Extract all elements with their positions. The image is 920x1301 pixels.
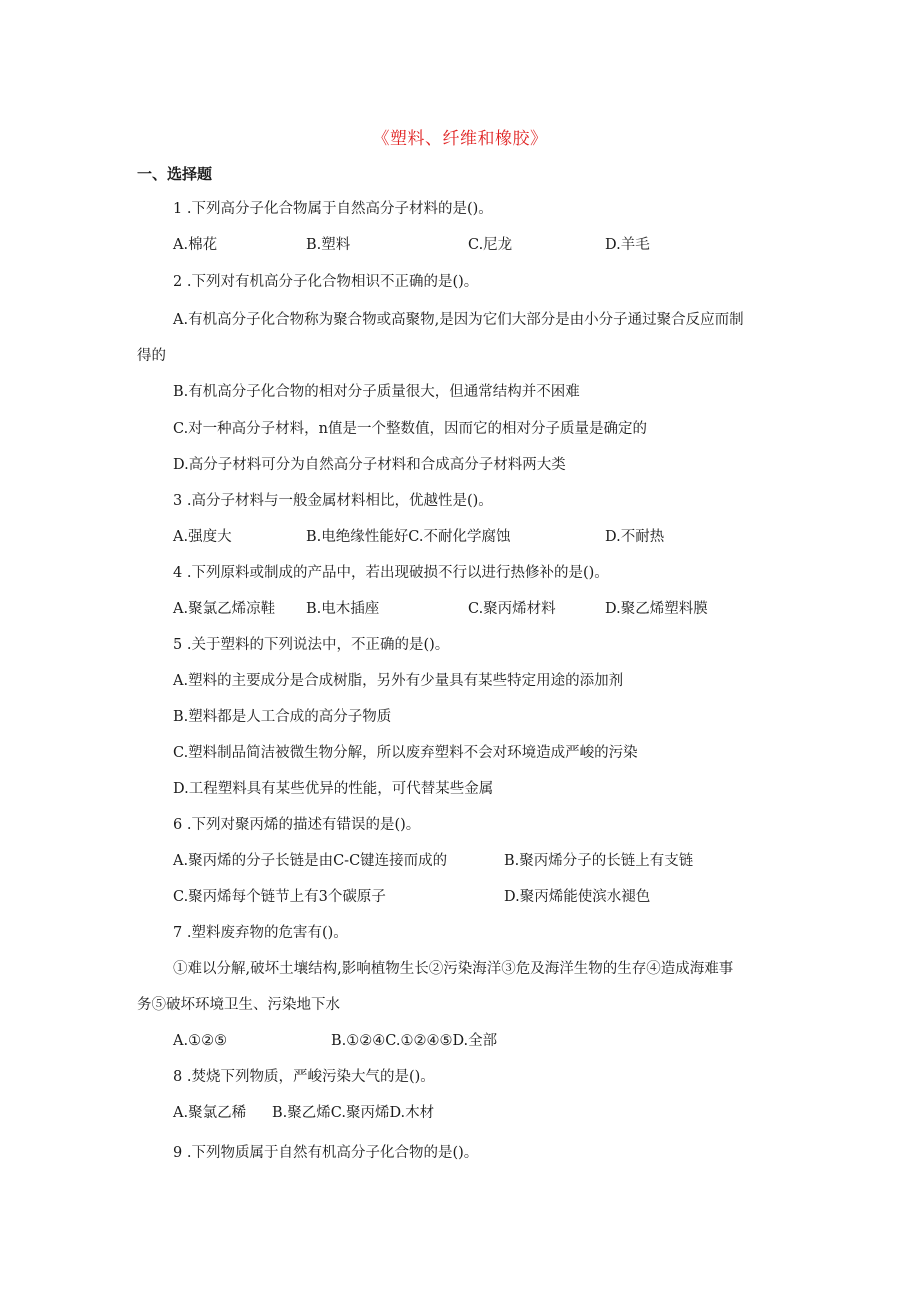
question-9-stem: 9 .下列物质属于自然有机高分子化合物的是()。 bbox=[173, 1145, 479, 1161]
question-2-option-a: A.有机高分子化合物称为聚合物或高聚物,是因为它们大部分是由小分子通过聚合反应而制 bbox=[173, 312, 744, 328]
question-6-option-a: A.聚丙烯的分子长链是由C-C键连接而成的 bbox=[173, 853, 448, 869]
question-2-option-a-continued: 得的 bbox=[137, 348, 166, 364]
question-6-option-b: B.聚丙烯分子的长链上有支链 bbox=[504, 853, 694, 869]
question-1-option-c: C.尼龙 bbox=[468, 237, 513, 253]
question-4-option-d: D.聚乙烯塑料膜 bbox=[605, 601, 708, 617]
question-2-option-b: B.有机高分子化合物的相对分子质量很大，但通常结构并不困难 bbox=[173, 384, 580, 400]
question-7-statement-continued: 务⑤破坏环境卫生、污染地下水 bbox=[137, 997, 340, 1013]
question-3-option-d: D.不耐热 bbox=[605, 529, 665, 545]
question-1-option-b: B.塑料 bbox=[306, 237, 351, 253]
question-8-stem: 8 .焚烧下列物质，严峻污染大气的是()。 bbox=[173, 1069, 435, 1085]
question-6-option-c: C.聚丙烯每个链节上有3个碳原子 bbox=[173, 889, 386, 905]
question-1-option-d: D.羊毛 bbox=[605, 237, 650, 253]
question-6-option-d: D.聚丙烯能使滨水褪色 bbox=[504, 889, 651, 905]
question-6-stem: 6 .下列对聚丙烯的描述有错误的是()。 bbox=[173, 817, 421, 833]
question-7-statement: ①难以分解,破坏土壤结构,影响植物生长②污染海洋③危及海洋生物的生存④造成海难事 bbox=[173, 961, 734, 977]
question-4-option-a: A.聚氯乙烯凉鞋 bbox=[173, 601, 276, 617]
question-2-option-c: C.对一种高分子材料，n值是一个整数值，因而它的相对分子质量是确定的 bbox=[173, 421, 648, 437]
question-3-option-bc: B.电绝缘性能好C.不耐化学腐蚀 bbox=[306, 529, 511, 545]
question-3-option-a: A.强度大 bbox=[173, 529, 232, 545]
question-4-option-c: C.聚丙烯材料 bbox=[468, 601, 556, 617]
document-title: 《塑料、纤维和橡胶》 bbox=[372, 129, 548, 149]
question-5-stem: 5 .关于塑料的下列说法中，不正确的是()。 bbox=[173, 637, 450, 653]
question-7-option-a: A.①②⑤ bbox=[173, 1033, 228, 1049]
question-4-option-b: B.电木插座 bbox=[306, 601, 380, 617]
question-7-option-bcd: B.①②④C.①②④⑤D.全部 bbox=[331, 1033, 498, 1049]
question-7-stem: 7 .塑料废弃物的危害有()。 bbox=[173, 925, 348, 941]
question-5-option-d: D.工程塑料具有某些优异的性能，可代替某些金属 bbox=[173, 781, 494, 797]
question-4-stem: 4 .下列原料或制成的产品中，若出现破损不行以进行热修补的是()。 bbox=[173, 565, 609, 581]
question-8-option-a: A.聚氯乙稀 bbox=[173, 1105, 247, 1121]
section-heading: 一、选择题 bbox=[137, 165, 213, 183]
question-2-stem: 2 .下列对有机高分子化合物相识不正确的是()。 bbox=[173, 274, 479, 290]
question-5-option-c: C.塑料制品简洁被微生物分解，所以废弃塑料不会对环境造成严峻的污染 bbox=[173, 745, 638, 761]
question-1-option-a: A.棉花 bbox=[173, 237, 218, 253]
question-5-option-a: A.塑料的主要成分是合成树脂，另外有少量具有某些特定用途的添加剂 bbox=[173, 673, 624, 689]
question-2-option-d: D.高分子材料可分为自然高分子材料和合成高分子材料两大类 bbox=[173, 457, 566, 473]
question-5-option-b: B.塑料都是人工合成的高分子物质 bbox=[173, 709, 392, 725]
question-3-stem: 3 .高分子材料与一般金属材料相比，优越性是()。 bbox=[173, 493, 493, 509]
question-8-option-bcd: B.聚乙烯C.聚丙烯D.木材 bbox=[272, 1105, 435, 1121]
question-1-stem: 1 .下列高分子化合物属于自然高分子材料的是()。 bbox=[173, 201, 493, 217]
